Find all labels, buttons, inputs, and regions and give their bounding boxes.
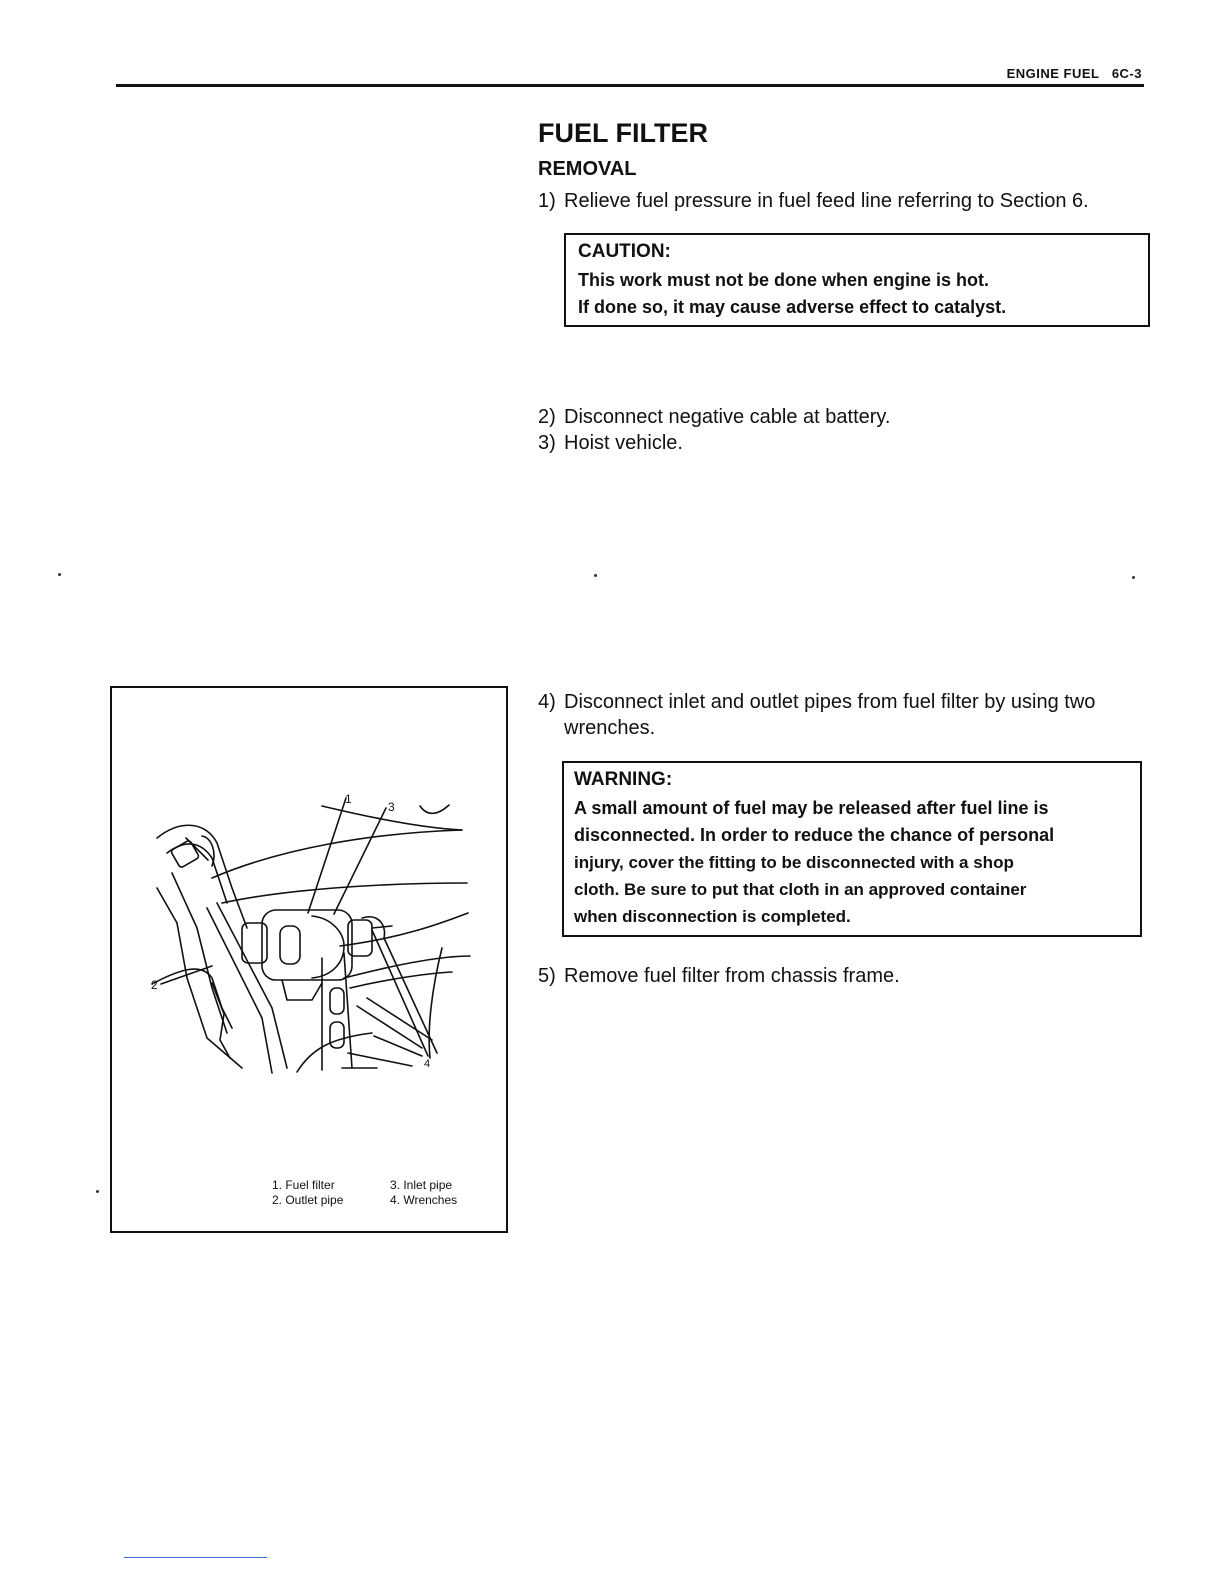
running-header — [1007, 66, 1142, 81]
header-rule — [116, 84, 1144, 87]
step-number: 3) — [538, 432, 556, 454]
figure-legend-right — [390, 1178, 457, 1208]
warning-box — [562, 761, 1142, 937]
callout-2: 2 — [151, 978, 158, 992]
step-number: 2) — [538, 406, 556, 428]
figure-legend-left — [272, 1178, 343, 1208]
figure-fuel-filter — [110, 686, 508, 1233]
legend-item-inlet-pipe: 3. Inlet pipe — [390, 1178, 453, 1192]
step-3 — [538, 430, 683, 456]
step-text: Disconnect inlet and outlet pipes from fuel filter by using two wrenches. — [564, 691, 1096, 739]
scan-speck — [594, 574, 597, 577]
header-section: ENGINE FUEL — [1006, 66, 1100, 81]
step-number: 5) — [538, 965, 556, 987]
scan-speck — [1132, 576, 1135, 579]
step-number: 1) — [538, 190, 556, 212]
caution-box — [564, 233, 1150, 327]
callout-1: 1 — [345, 792, 352, 806]
warning-line-1: A small amount of fuel may be released after fuel line is — [574, 798, 1049, 818]
warning-line-5: when disconnection is completed. — [574, 907, 851, 926]
page-title: FUEL FILTER — [538, 118, 708, 148]
warning-line-2: disconnected. In order to reduce the chance of personal — [574, 825, 1055, 845]
caution-line-2: If done so, it may cause adverse effect to catalyst. — [578, 297, 1007, 317]
caution-line-1: This work must not be done when engine is hot. — [578, 270, 990, 290]
callout-4: 4 — [424, 1058, 431, 1070]
warning-heading: WARNING: — [574, 769, 673, 790]
step-text: Relieve fuel pressure in fuel feed line referring to Section 6. — [564, 190, 1089, 212]
step-2 — [538, 404, 890, 430]
callout-3: 3 — [388, 800, 395, 814]
fuel-filter-illustration — [112, 688, 506, 1231]
legend-item-fuel-filter: 1. Fuel filter — [272, 1178, 335, 1192]
legend-item-wrenches: 4. Wrenches — [390, 1193, 458, 1207]
step-text: Hoist vehicle. — [564, 432, 683, 454]
warning-line-4: cloth. Be sure to put that cloth in an approved container — [574, 880, 1027, 899]
step-5 — [538, 963, 900, 989]
warning-line-3: injury, cover the fitting to be disconnected with a shop — [574, 853, 1014, 872]
caution-heading: CAUTION: — [578, 241, 671, 262]
step-number: 4) — [538, 691, 556, 713]
step-text: Disconnect negative cable at battery. — [564, 406, 891, 428]
step-1 — [538, 188, 1089, 214]
scan-speck — [96, 1190, 99, 1193]
step-4 — [538, 689, 1138, 741]
legend-item-outlet-pipe: 2. Outlet pipe — [272, 1193, 344, 1207]
step-text: Remove fuel filter from chassis frame. — [564, 965, 900, 987]
bottom-link-underline — [124, 1557, 267, 1558]
scan-speck — [58, 573, 61, 576]
header-page-number: 6C-3 — [1111, 66, 1142, 81]
section-subtitle: REMOVAL — [538, 158, 637, 180]
